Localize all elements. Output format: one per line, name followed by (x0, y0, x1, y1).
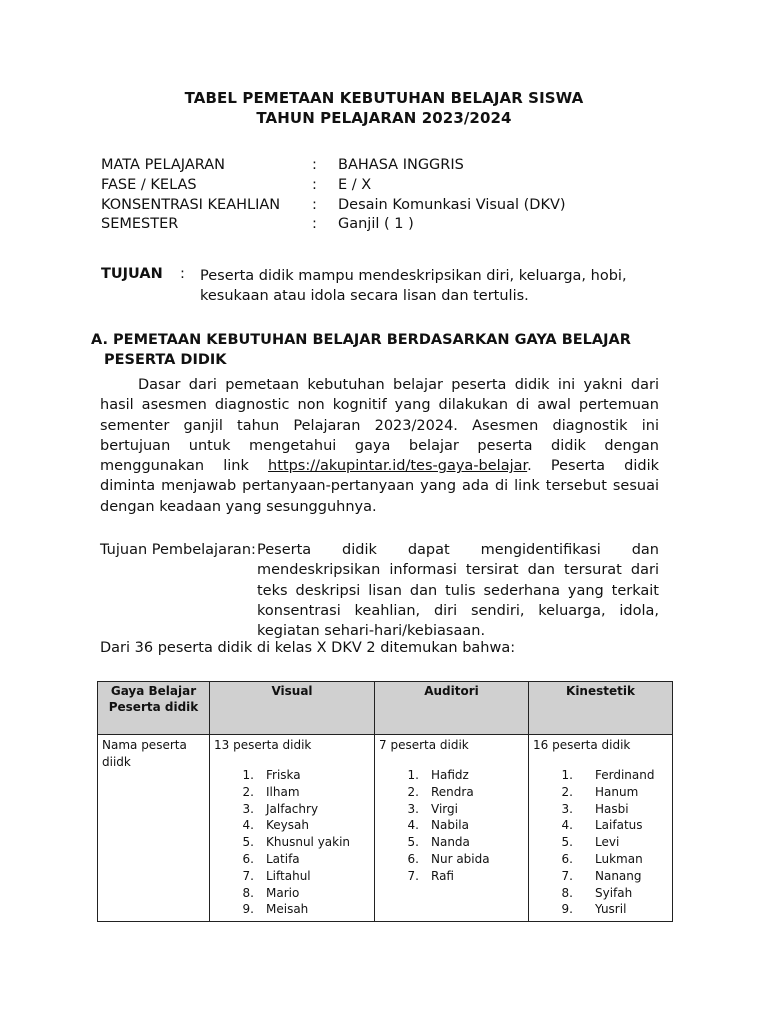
list-item (533, 851, 668, 868)
section-a-heading (91, 330, 691, 370)
list-item (379, 767, 524, 784)
list-item-name: Nur abida (431, 851, 490, 866)
kinestetik-cell (529, 735, 673, 922)
meta-colon: : (312, 157, 317, 173)
meta-value: Ganjil ( 1 ) (338, 216, 414, 232)
list-item-number: 2. (561, 784, 573, 799)
list-item-name: Khusnul yakin (266, 835, 351, 850)
meta-value: BAHASA INGGRIS (338, 157, 464, 173)
paragraph-text-after-link: . Peserta didik diminta menjawab pertanyaan-pertanyaan yang ada di link tersebut sesuai dengan keadaan yang sesungguhnya. (100, 458, 659, 515)
list-item-number: 9. (242, 902, 254, 917)
section-a-heading-line-2: PESERTA DIDIK (104, 352, 227, 368)
list-item-number: 3. (242, 801, 254, 816)
tujuan-label: TUJUAN (101, 266, 163, 282)
list-item-number: 7. (561, 868, 573, 883)
header-visual: Visual (210, 682, 375, 735)
tujuan-colon: : (180, 266, 185, 282)
list-item (379, 851, 524, 868)
list-item (214, 801, 370, 818)
list-item (379, 868, 524, 885)
meta-value: E / X (338, 177, 372, 193)
learning-style-table (97, 681, 673, 922)
list-item (533, 817, 668, 834)
list-item-name: Nabila (431, 818, 469, 833)
list-item (214, 767, 370, 784)
list-item-number: 5. (561, 835, 573, 850)
list-item (214, 817, 370, 834)
tujuan-pembelajaran-label: Tujuan Pembelajaran: (100, 542, 256, 558)
list-item (379, 817, 524, 834)
intro-paragraph (100, 375, 659, 517)
list-item-number: 1. (242, 768, 254, 782)
list-item-name: Yusril (595, 902, 627, 917)
list-item-number: 3. (407, 801, 419, 816)
list-item (533, 767, 668, 784)
list-item-number: 4. (407, 818, 419, 833)
list-item-name: Ilham (266, 784, 300, 799)
list-item-number: 5. (242, 835, 254, 850)
list-item-number: 7. (407, 868, 419, 883)
list-item-number: 1. (561, 768, 573, 782)
list-item (533, 868, 668, 885)
auditori-name-list (379, 767, 524, 885)
list-item-number: 7. (242, 868, 254, 883)
meta-label: KONSENTRASI KEAHLIAN (101, 197, 281, 213)
list-item-name: Hanum (595, 784, 639, 799)
list-item-name: Mario (266, 885, 300, 900)
document-title-line-1: TABEL PEMETAAN KEBUTUHAN BELAJAR SISWA (184, 89, 584, 107)
list-item-name: Jalfachry (266, 801, 319, 816)
list-item (214, 851, 370, 868)
list-item (533, 885, 668, 902)
list-item-number: 6. (242, 851, 254, 866)
kinestetik-name-list (533, 767, 668, 918)
meta-value: Desain Komunkasi Visual (DKV) (338, 197, 566, 213)
list-item (379, 801, 524, 818)
meta-colon: : (312, 177, 317, 193)
list-item (214, 868, 370, 885)
meta-label: SEMESTER (101, 216, 179, 232)
list-item (214, 885, 370, 902)
row-label-cell: Nama peserta diidk (98, 735, 210, 922)
table-row (98, 735, 673, 922)
list-item (533, 801, 668, 818)
header-learning-style: Gaya Belajar Peserta didik (98, 682, 210, 735)
list-item-name: Latifa (266, 851, 300, 866)
header-kinestetik: Kinestetik (529, 682, 673, 735)
table-header-row (98, 682, 673, 735)
visual-count: 13 peserta didik (214, 738, 312, 752)
list-item-name: Ferdinand (595, 768, 655, 782)
auditori-cell (375, 735, 529, 922)
list-item (214, 901, 370, 918)
list-item-number: 5. (407, 835, 419, 850)
tujuan-text (200, 266, 660, 306)
summary-sentence: Dari 36 peserta didik di kelas X DKV 2 ditemukan bahwa: (100, 640, 516, 656)
list-item-number: 4. (242, 818, 254, 833)
visual-cell (210, 735, 375, 922)
kinestetik-count: 16 peserta didik (533, 738, 631, 752)
list-item-number: 8. (242, 885, 254, 900)
list-item-number: 6. (561, 851, 573, 866)
tujuan-line-2: kesukaan atau idola secara lisan dan tertulis. (200, 288, 529, 304)
list-item-number: 4. (561, 818, 573, 833)
paragraph-text-before-link: Dasar dari pemetaan kebutuhan belajar peserta didik ini yakni dari hasil asesmen diagnostic non kognitif yang dilakukan di awal pertemuan sementer ganjil tahun Pelajaran 2023/2024. Asesmen diagnostik ini bertujuan untuk mengetahui gaya belajar peserta didik dengan menggunakan link (100, 377, 659, 475)
meta-colon: : (312, 197, 317, 213)
meta-label: FASE / KELAS (101, 177, 197, 193)
list-item-name: Meisah (266, 902, 309, 917)
list-item-name: Keysah (266, 818, 309, 833)
list-item-number: 6. (407, 851, 419, 866)
section-a-heading-line-1: A. PEMETAAN KEBUTUHAN BELAJAR BERDASARKAN GAYA BELAJAR (91, 332, 631, 348)
list-item-name: Lukman (595, 851, 643, 866)
visual-name-list (214, 767, 370, 918)
list-item-number: 3. (561, 801, 573, 816)
list-item-number: 9. (561, 902, 573, 917)
list-item (533, 784, 668, 801)
document-title-line-2: TAHUN PELAJARAN 2023/2024 (256, 109, 512, 127)
list-item-name: Nanang (595, 868, 642, 883)
list-item (379, 784, 524, 801)
list-item-name: Hasbi (595, 801, 629, 816)
test-link[interactable]: https://akupintar.id/tes-gaya-belajar (268, 458, 528, 475)
list-item-name: Levi (595, 835, 620, 850)
list-item-name: Hafidz (431, 768, 469, 782)
list-item-name: Friska (266, 768, 301, 782)
list-item (533, 834, 668, 851)
header-auditori: Auditori (375, 682, 529, 735)
list-item-name: Virgi (431, 801, 458, 816)
list-item (533, 901, 668, 918)
list-item-name: Rendra (431, 784, 474, 799)
auditori-count: 7 peserta didik (379, 738, 469, 752)
list-item-name: Liftahul (266, 868, 311, 883)
meta-label: MATA PELAJARAN (101, 157, 225, 173)
list-item (379, 834, 524, 851)
list-item-number: 1. (407, 768, 419, 782)
tujuan-pembelajaran-text: Peserta didik dapat mengidentifikasi dan mendeskripsikan informasi tersirat dan tersurat dari teks deskripsi lisan dan tulis sederhana yang terkait konsentrasi keahlian, diri sendiri, keluarga, idola, kegiatan sehari-hari/kebiasaan. (257, 542, 659, 640)
list-item-number: 8. (561, 885, 573, 900)
list-item-name: Syifah (595, 885, 633, 900)
list-item-number: 2. (407, 784, 419, 799)
list-item (214, 784, 370, 801)
list-item-number: 2. (242, 784, 254, 799)
list-item-name: Nanda (431, 835, 470, 850)
tujuan-line-1: Peserta didik mampu mendeskripsikan diri, keluarga, hobi, (200, 268, 627, 284)
meta-colon: : (312, 216, 317, 232)
list-item-name: Rafi (431, 868, 454, 883)
list-item (214, 834, 370, 851)
list-item-name: Laifatus (595, 818, 643, 833)
